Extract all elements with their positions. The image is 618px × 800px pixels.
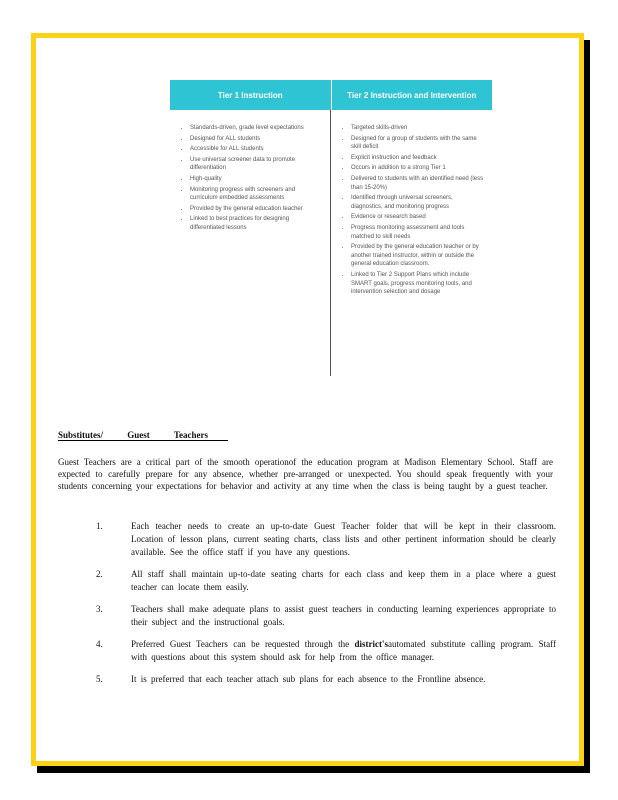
page-frame	[31, 33, 584, 766]
tier1-item: • Linked to best practices for designing differentiated lessons	[190, 215, 322, 232]
tier2-item: • Evidence or research based	[351, 213, 484, 222]
list-item	[96, 603, 556, 629]
tier2-item: • Delivered to students with an identified need (less than 15-20%)	[351, 175, 484, 192]
tier2-item: • Linked to Tier 2 Support Plans which include SMART goals, progress monitoring tools, and intervention selection and dosage	[351, 271, 484, 297]
tier1-item: • Accessible for ALL students	[190, 145, 322, 154]
text-segment-bold: district's	[354, 639, 388, 649]
tier2-item: • Identified through universal screeners, diagnostics, and monitoring progress	[351, 194, 484, 211]
tier2-header: Tier 2 Instruction and Intervention	[347, 90, 477, 100]
tier1-item: • Provided by the general education teacher	[190, 205, 322, 214]
list-number: 2.	[96, 569, 103, 579]
title-part: Guest	[127, 430, 150, 440]
tier1-list	[180, 124, 322, 233]
list-item	[96, 568, 556, 594]
list-number: 4.	[96, 639, 103, 649]
tier2-list	[341, 124, 484, 297]
list-text	[131, 638, 556, 664]
tier1-item: • Standards-driven, grade level expectations	[190, 124, 322, 133]
list-text: It is preferred that each teacher attach sub plans for each absence to the Frontline absence.	[131, 674, 486, 684]
intro-paragraph: Guest Teachers are a critical part of the smooth operationof the education program at Madison Elementary School. Staff are expected to carefully prepare for any absence, whether pre-arranged or unexpected. You should speak frequently with your students concerning your expectations for behavior and activity at any time when the class is being taught by a guest teacher.	[58, 457, 553, 491]
tier2-column	[331, 110, 492, 376]
tier1-header: Tier 1 Instruction	[170, 80, 332, 110]
tier2-item: • Provided by the general education teacher or by another trained instructor, within or outside the general education classroom.	[351, 243, 484, 269]
text-segment: automated substitute calling program. Staff with questions about this system should ask for help from the office manager.	[131, 639, 556, 662]
tier1-column	[170, 110, 331, 376]
title-part: Substitutes/	[58, 430, 104, 440]
list-text: Teachers shall make adequate plans to assist guest teachers in conducting learning experiences appropriate to their subject and the instructional goals.	[131, 604, 556, 627]
tier2-item: • Targeted skills-driven	[351, 124, 484, 133]
list-number: 5.	[96, 674, 103, 684]
guest-teacher-list	[96, 520, 556, 695]
tier1-item: • Monitoring progress with screeners and curriculum embedded assessments	[190, 186, 322, 203]
list-item	[96, 638, 556, 664]
list-text: All staff shall maintain up-to-date seating charts for each class and keep them in a place where a guest teacher can locate them easily.	[131, 569, 556, 592]
list-number: 3.	[96, 604, 103, 614]
list-item	[96, 673, 556, 686]
section-title	[58, 430, 228, 441]
list-item	[96, 520, 556, 559]
text-segment: Preferred Guest Teachers can be requested through the	[131, 639, 355, 649]
tier1-item: • Use universal screener data to promote differentiation	[190, 156, 322, 173]
tier-table	[170, 80, 492, 376]
tier2-item: • Progress monitoring assessment and tools matched to skill needs	[351, 224, 484, 241]
list-text: Each teacher needs to create an up-to-date Guest Teacher folder that will be kept in their classroom. Location of lesson plans, current seating charts, class lists and other pertinent information should be clearly available. See the office staff if you have any questions.	[131, 521, 556, 557]
title-part: Teachers	[173, 430, 209, 440]
tier2-item: • Explicit instruction and feedback	[351, 154, 484, 163]
tier2-item: • Designed for a group of students with the same skill deficit	[351, 135, 484, 152]
tier-table-header	[170, 80, 492, 110]
tier1-item: • High-quality	[190, 175, 322, 184]
tier1-item: • Designed for ALL students	[190, 135, 322, 144]
tier2-item: • Occurs in addition to a strong Tier 1	[351, 164, 484, 173]
list-number: 1.	[96, 521, 103, 531]
tier-table-body	[170, 110, 492, 376]
